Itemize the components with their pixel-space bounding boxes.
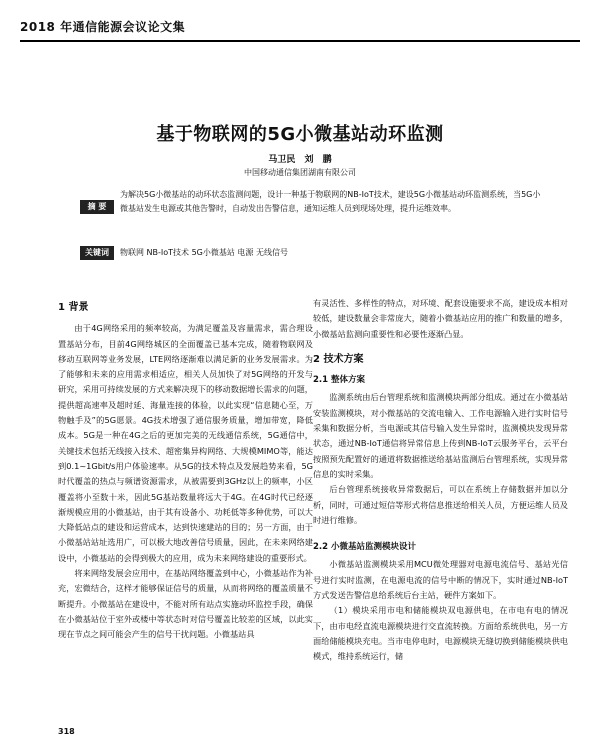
author-2: 刘 鹏 <box>304 155 332 165</box>
authors <box>0 152 600 165</box>
section-1-continuation: 有灵活性、多样性的特点，对环境、配套设施要求不高，建设成本相对较低，建设数量会非常庞大，随着小微基站应用的推广和数量的增多，小微基站监测向重要性和必要性逐渐凸显。 <box>313 298 568 339</box>
section-2-1-paragraph-2: 后台管理系统接收异常数据后，可以在系统上存储数据并加以分析，同时，可通过短信等形式将信息推送给相关人员，方便运维人员及时进行维修。 <box>313 484 568 525</box>
section-2-1-heading: 2.1 整体方案 <box>313 375 366 386</box>
section-1-heading: 1 背景 <box>58 302 89 313</box>
proceedings-header: 2018 年通信能源会议论文集 <box>20 20 186 34</box>
author-1: 马卫民 <box>268 155 296 165</box>
abstract <box>80 188 548 215</box>
section-1-paragraph-1: 由于4G网络采用的频率较高，为满足覆盖及容量需求，需合理设置基站分布，目前4G网络城区的全面覆盖已基本完成，随着物联网及移动互联网等业务发展，LTE网络逐渐难以满足新的业务发展需求。为了能够和未来的应用需求相适应，相关人员加快了对5G网络的开发与研究，采用可持续发展的方式来解决现下的移动数据增长需求的问题，提供超高速率及超时延、海量连接的体验，以此实现“信息随心至，万物触手及”的5G愿景。4G技术增强了通信服务质量，增加带宽，降低成本。5G是一种在4G之后的更加完美的无线通信系统，5G通信中，关键技术包括无线接入技术、超密集异构网络、大规模MIMO等，能达到0.1~1Gbit/s用户体验速率。从5G的技术特点及发展趋势来看，5G时代覆盖的热点与频谱资源需求，从被需要到3GHz以上的频率，小区覆盖将小至数十米，因此5G基站数量将远大于4G。在4G时代已经逐渐规模应用的小微基站，由于其有设备小、功耗低等多种优势，可以大大降低站点的建设和运营成本，达到快速建站的目的；另一方面，由于小微基站站址选用广，可以极大地改善信号质量，因此，在未来网络建设中，小微基站的会得到极大的应用，成为未来网络建设的重要形式。 <box>58 323 313 563</box>
paper-title: 基于物联网的5G小微基站动环监测 <box>156 124 444 145</box>
keywords-text: 物联网 NB-IoT技术 5G小微基站 电源 无线信号 <box>120 248 288 257</box>
section-2-2-heading: 2.2 小微基站监测模块设计 <box>313 542 417 553</box>
section-2-2-paragraph-2: （1）模块采用市电和储能模块双电源供电，在市电有电的情况下，由市电经直流电源模块进行交直流转换。方面给系统供电，另一方面给储能模块充电。当市电停电时，电源模块无缝切换到储能模块供电模式，维持系统运行，储 <box>313 605 568 662</box>
right-column <box>313 296 568 665</box>
left-column <box>58 300 313 643</box>
keywords <box>80 246 548 259</box>
section-2-heading: 2 技术方案 <box>313 353 364 365</box>
keywords-label: 关键词 <box>80 246 114 260</box>
affiliation: 中国移动通信集团湖南有限公司 <box>244 168 356 177</box>
abstract-text: 为解决5G小微基站的动环状态监测问题，设计一种基于物联网的NB-IoT技术，建设5G小微基站动环监测系统，当5G小微基站发生电源或其他告警时，自动发出告警信息，通知运维人员到现场处理，提升运维效率。 <box>120 190 541 213</box>
header-rule <box>20 40 580 42</box>
page-number: 318 <box>58 727 75 736</box>
abstract-label: 摘 要 <box>80 200 114 214</box>
section-1-paragraph-2: 将来网络发展会应用中，在基站网络覆盖到中心，小微基站作为补充，宏微结合，这样才能够保证信号的质量，从而将网络的覆盖质量不断提升。小微基站在建设中，不能对所有站点实施动环监控手段，确保在小微基站位于室外或楼中等状态时对信号覆盖比较差的区域，以此实现在节点之间可能会产生的信号干扰问题。小微基站具 <box>58 568 313 640</box>
section-2-1-paragraph-1: 监测系统由后台管理系统和监测模块两部分组成。通过在小微基站安装监测模块，对小微基站的交流电输入、工作电源输入进行实时信号采集和数据分析，当电源或其信号输入发生异常时，监测模块发现异常状态，通过NB-IoT通信将异常信息上传到NB-IoT云服务平台，云平台按照预先配置好的通道将数据推送给基站监测后台管理系统，实现异常信息的实时采集。 <box>313 392 568 479</box>
section-2-2-paragraph-1: 小微基站监测模块采用MCU微处理器对电源电流信号、基站光信号进行实时监测，在电源电流的信号中断的情况下，实时通过NB-IoT方式发送告警信息给系统后台主站，硬件方案如下。 <box>313 559 568 601</box>
